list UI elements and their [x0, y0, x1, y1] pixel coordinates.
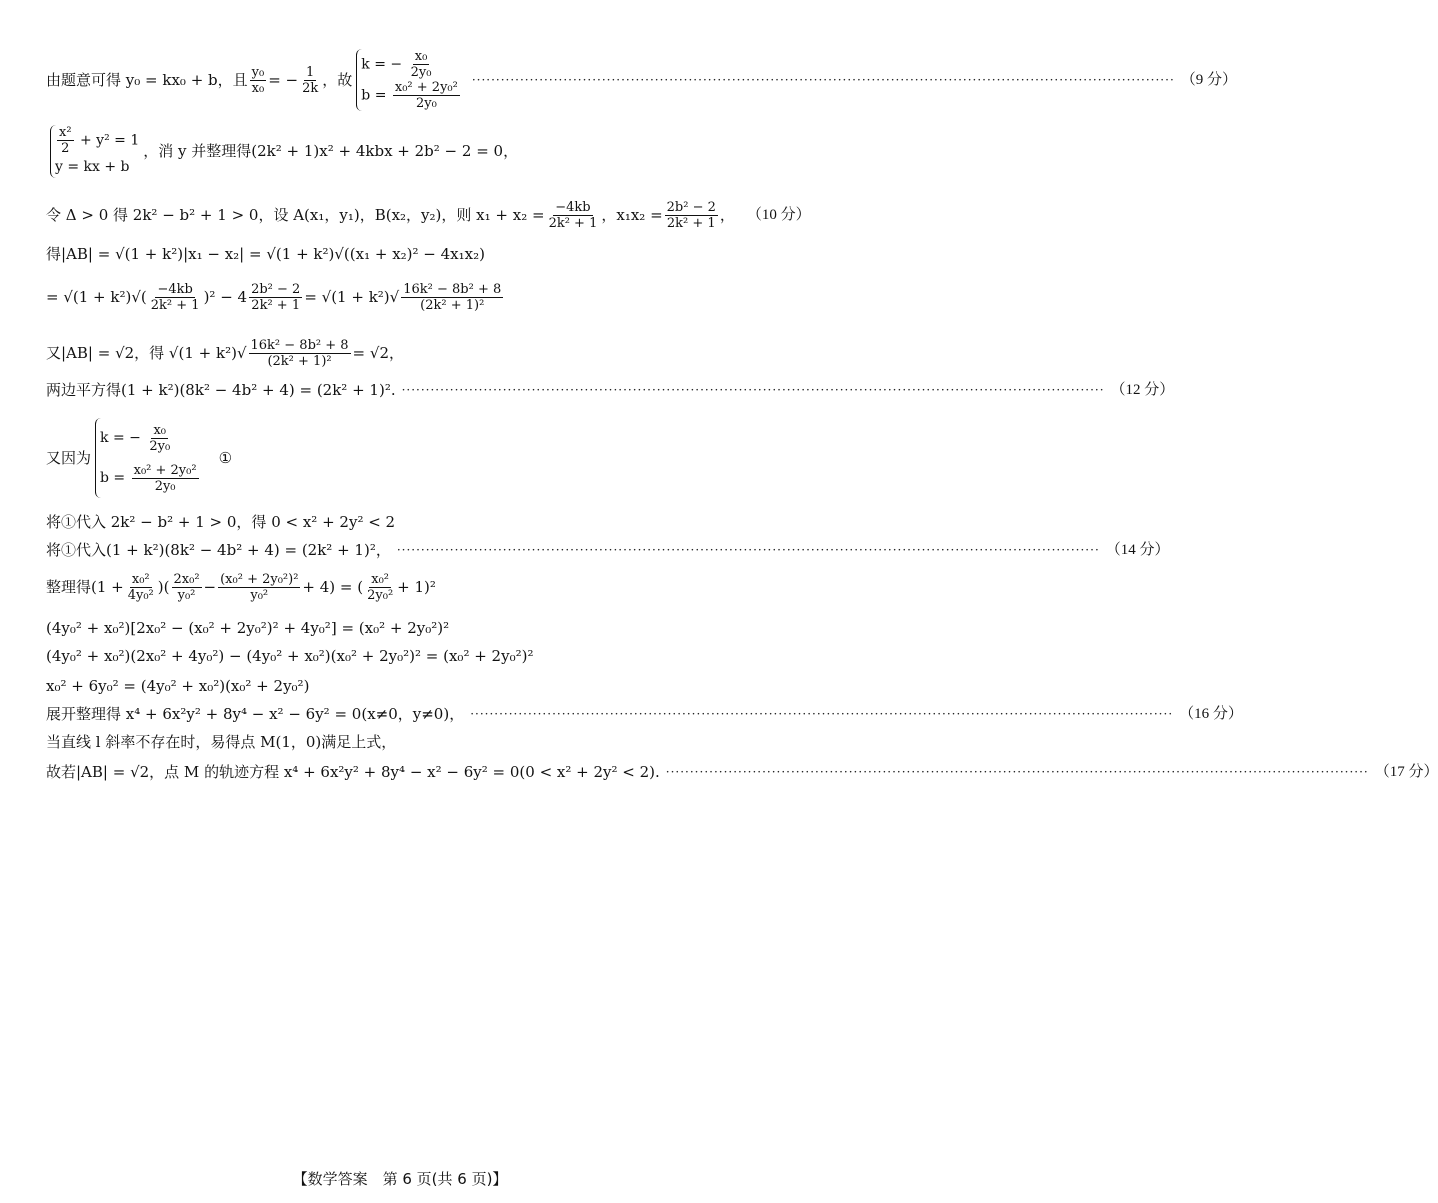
solution-line-7: 两边平方得(1 + k²)(8k² − 4b² + 4) = (2k² + 1)². ····· （12 分）	[46, 380, 766, 400]
equation-system: k = − $\frac{\text{x₀}}{\text{2y₀}}$ b = $\frac{\text{x₀² + 2y₀²}}{\text{2y₀}}$	[95, 418, 201, 498]
leader-dots	[666, 762, 1369, 782]
line-text: 由题意可得 y₀ = kx₀ + b，且	[46, 71, 248, 89]
solution-line-6: 又|AB| = √2，得 √(1 + k²)√ $\frac{\text{16k² − 8b² + 8}}{\text{(2k² + 1)²}}$ = √2，	[46, 337, 404, 369]
score-label: （12 分）	[1110, 382, 1175, 398]
circled-number-1: ①	[218, 449, 233, 467]
solution-line-3: 令 Δ > 0 得 2k² − b² + 1 > 0，设 A(x₁，y₁)，B(x₂，y₂)，则 x₁ + x₂ = $\frac{-4kb}{\text{2k² + 1}}$ ，x₁x₂ = $\frac{\text{2b² − 2}}{\text{2k² + 1}}$ ， （10 分）	[46, 199, 811, 231]
solution-line-11: 整理得(1 + $\frac{\text{x₀²}}{\text{4y₀²}}$ )( $\frac{\text{2x₀²}}{\text{y₀²}}$ − $\frac{\text{(x₀² + 2y₀²)²}}{\text{y₀²}}$ + 4) = ( $\frac{\text{x₀²}}{\text{2y₀²}}$ + 1)²	[46, 571, 436, 603]
equation-system: k = − $\frac{\text{x₀}}{\text{2y₀}}$ b = $\frac{\text{x₀² + 2y₀²}}{\text{2y₀}}$	[356, 49, 462, 111]
score-label: （14 分）	[1105, 542, 1170, 558]
solution-line-2: $\frac{\text{x²}}{2}$ + y² = 1 y = kx + b ，消 y 并整理得(2k² + 1)x² + 4kbx + 2b² − 2 = 0，	[46, 124, 766, 178]
score-label: （17 分）	[1374, 764, 1438, 780]
solution-line-5: = √(1 + k²)√( $\frac{-4kb}{\text{2k² + 1}}$ )² − 4 $\frac{\text{2b² − 2}}{\text{2k² + 1}}$ = √(1 + k²)√ $\frac{\text{16k² − 8b² + 8}}{\text{(2k² + 1)²}}$	[46, 281, 502, 313]
solution-line-10: 将①代入(1 + k²)(8k² − 4b² + 4) = (2k² + 1)²， ····· （14 分）	[46, 540, 766, 560]
leader-dots	[397, 540, 1100, 560]
score-label: （16 分）	[1179, 706, 1243, 722]
score-label: （10 分）	[746, 207, 811, 223]
solution-line-1: 由题意可得 y₀ = kx₀ + b，且 $\frac{\text{y₀}}{\text{x₀}}$ = − $\frac{1}{2k}$ ，故 k = − $\frac{\text{x₀}}{\text{2y₀}}$ b = $\frac{\text{x₀² + 2y₀²}}{\text{2y₀}}$ ····· （9 分）	[46, 50, 766, 110]
solution-line-9: 将①代入 2k² − b² + 1 > 0，得 0 < x² + 2y² < 2	[46, 513, 396, 531]
solution-line-15: 展开整理得 x⁴ + 6x²y² + 8y⁴ − x² − 6y² = 0(x≠0，y≠0)， ····· （16 分）	[46, 704, 766, 724]
solution-line-8: 又因为 k = − $\frac{\text{x₀}}{\text{2y₀}}$ b = $\frac{\text{x₀² + 2y₀²}}{\text{2y₀}}$ ①	[46, 416, 766, 500]
leader-dots	[470, 704, 1173, 724]
page-footer: 【数学答案 第 6 页(共 6 页)】	[292, 1170, 508, 1188]
leader-dots	[472, 70, 1175, 90]
solution-line-12: (4y₀² + x₀²)[2x₀² − (x₀² + 2y₀²)² + 4y₀²] = (x₀² + 2y₀²)²	[46, 619, 450, 637]
solution-line-4: 得|AB| = √(1 + k²)|x₁ − x₂| = √(1 + k²)√((x₁ + x₂)² − 4x₁x₂)	[46, 245, 485, 263]
leader-dots	[402, 380, 1105, 400]
solution-line-14: x₀² + 6y₀² = (4y₀² + x₀²)(x₀² + 2y₀²)	[46, 677, 310, 695]
equation-system: $\frac{\text{x²}}{2}$ + y² = 1 y = kx + b	[50, 125, 139, 178]
fraction: $\frac{\text{y₀}}{\text{x₀}}$	[251, 64, 265, 96]
fraction: $\frac{1}{2k}$	[302, 64, 319, 96]
score-label: （9 分）	[1180, 72, 1238, 88]
solution-line-16: 当直线 l 斜率不存在时，易得点 M(1，0)满足上式，	[46, 733, 397, 751]
solution-line-17: 故若|AB| = √2，点 M 的轨迹方程 x⁴ + 6x²y² + 8y⁴ − x² − 6y² = 0(0 < x² + 2y² < 2). ····· （17 分）	[46, 762, 766, 782]
solution-line-13: (4y₀² + x₀²)(2x₀² + 4y₀²) − (4y₀² + x₀²)(x₀² + 2y₀²)² = (x₀² + 2y₀²)²	[46, 647, 534, 665]
